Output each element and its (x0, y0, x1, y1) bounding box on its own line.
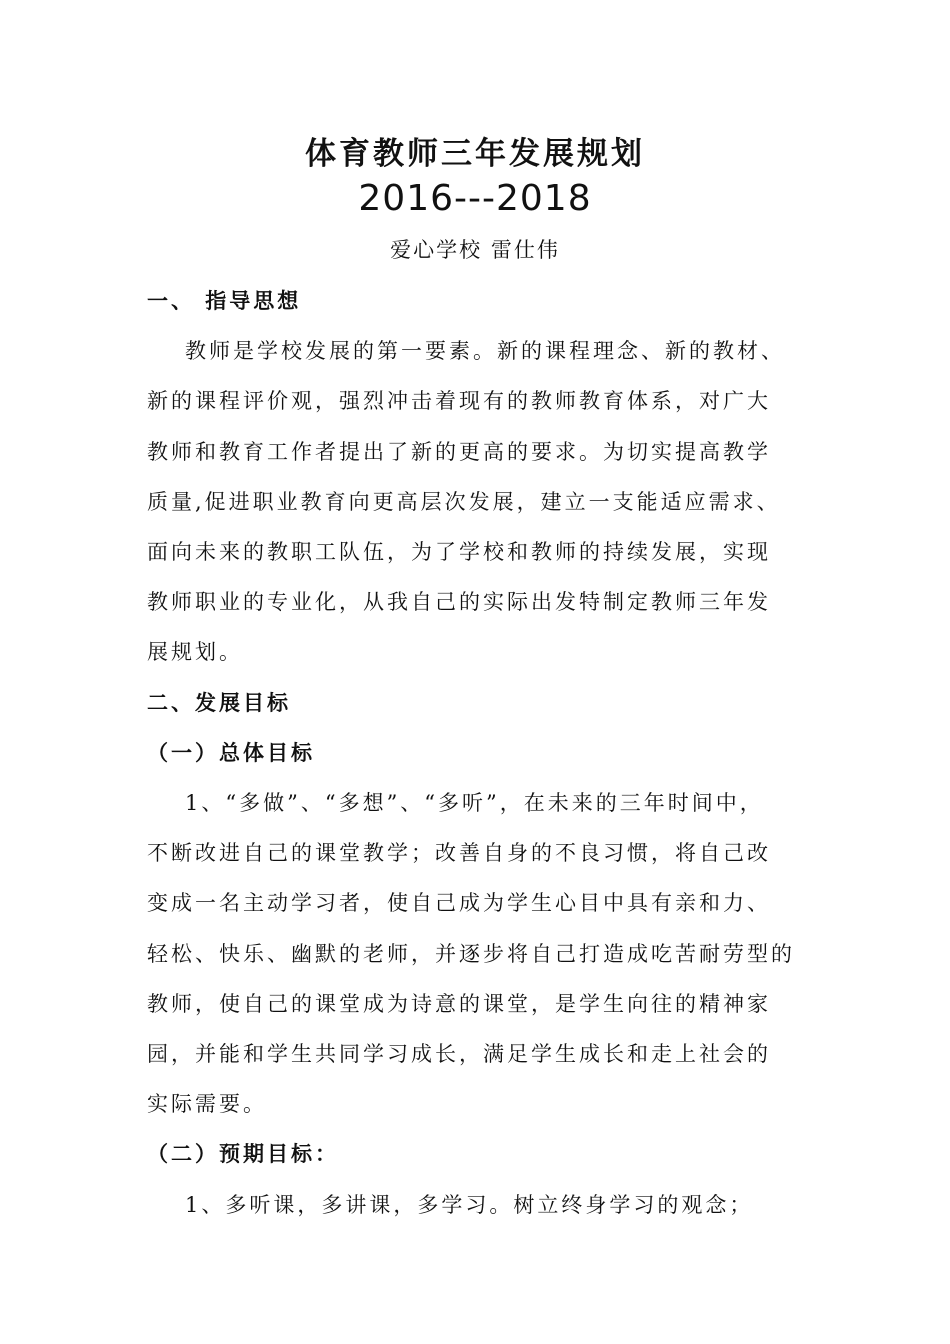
paragraph-line: 教师和教育工作者提出了新的更高的要求。为切实提高教学 (147, 439, 771, 464)
section-heading: 一、 指导思想 (147, 288, 302, 313)
paragraph-line: 教师职业的专业化，从我自己的实际出发特制定教师三年发 (147, 590, 771, 615)
document-title: 体育教师三年发展规划 (305, 136, 645, 172)
section-heading: 二、发展目标 (147, 689, 291, 715)
paragraph-line: 展规划。 (147, 640, 243, 665)
paragraph-line: 面向未来的教职工队伍，为了学校和教师的持续发展，实现 (147, 540, 771, 564)
paragraph-line: 1、“多做”、“多想”、“多听”，在未来的三年时间中， (185, 791, 764, 815)
paragraph-line: 变成一名主动学习者，使自己成为学生心目中具有亲和力、 (147, 891, 771, 916)
paragraph-line: 新的课程评价观，强烈冲击着现有的教师教育体系，对广大 (147, 389, 771, 414)
paragraph-line: 不断改进自己的课堂教学；改善自身的不良习惯，将自己改 (147, 841, 771, 866)
section-heading: （二）预期目标： (147, 1141, 339, 1167)
section-heading: （一）总体目标 (147, 739, 315, 765)
document-author: 爱心学校 雷仕伟 (390, 238, 560, 262)
paragraph-line: 1、多听课，多讲课，多学习。树立终身学习的观念； (185, 1192, 754, 1217)
document-years: 2016---2018 (358, 178, 592, 219)
paragraph-line: 轻松、快乐、幽默的老师，并逐步将自己打造成吃苦耐劳型的 (147, 941, 795, 966)
paragraph-line: 教师是学校发展的第一要素。新的课程理念、新的教材、 (185, 339, 785, 364)
paragraph-line: 质量,促进职业教育向更高层次发展，建立一支能适应需求、 (147, 489, 781, 514)
paragraph-line: 实际需要。 (147, 1092, 267, 1117)
paragraph-line: 园，并能和学生共同学习成长，满足学生成长和走上社会的 (147, 1042, 771, 1066)
paragraph-line: 教师，使自己的课堂成为诗意的课堂，是学生向往的精神家 (147, 991, 771, 1016)
